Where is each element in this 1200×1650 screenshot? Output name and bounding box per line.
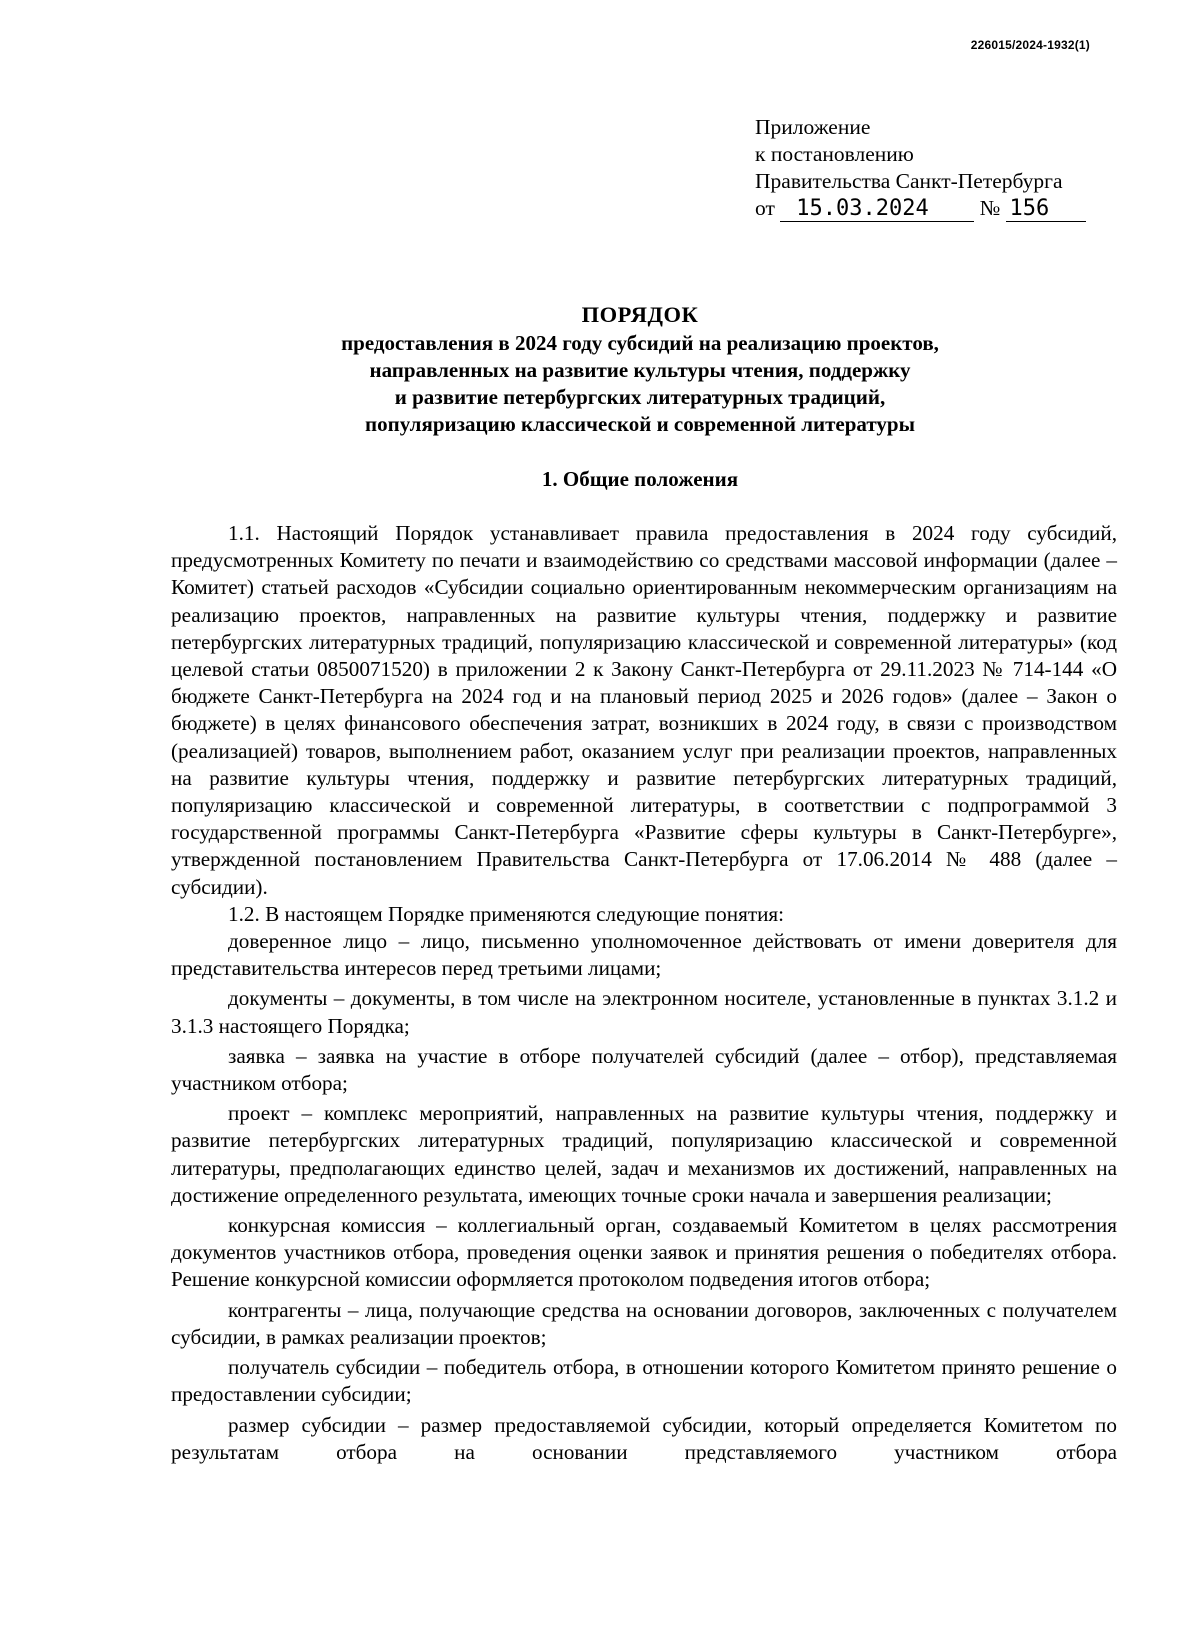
appendix-header xyxy=(755,114,1086,222)
definition-contractors: контрагенты – лица, получающие средства на основании договоров, заключенных с получателем субсидии, в рамках реализации проектов; xyxy=(171,1297,1117,1349)
definition-documents: документы – документы, в том числе на электронном носителе, установленные в пунктах 3.1.2 и 3.1.3 настоящего Порядка; xyxy=(171,986,1117,1038)
date-prefix: от xyxy=(755,196,775,220)
document-body xyxy=(171,520,1117,1466)
section-heading: 1. Общие положения xyxy=(541,467,739,491)
appendix-line-3: Правительства Санкт-Петербурга xyxy=(755,169,1063,193)
definition-subsidy-recipient: получатель субсидии – победитель отбора, в отношении которого Комитетом принято решение о предоставлении субсидии; xyxy=(171,1355,1117,1407)
registration-number: 226015/2024-1932(1) xyxy=(970,38,1090,52)
definition-competition-commission: конкурсная комиссия – коллегиальный орган, создаваемый Комитетом в целях рассмотрения документов участников отбора, проведения оценки заявок и принятия решения о победителях отбора. Решение конкурсной комиссии оформляется протоколом подведения итогов отбора; xyxy=(171,1213,1117,1292)
definition-trusted-person: доверенное лицо – лицо, письменно уполномоченное действовать от имени доверителя для представительства интересов перед третьими лицами; xyxy=(171,929,1117,981)
subtitle-line-1: предоставления в 2024 году субсидий на реализацию проектов, xyxy=(341,331,939,355)
paragraph-1-1: 1.1. Настоящий Порядок устанавливает правила предоставления в 2024 году субсидий, предусмотренных Комитету по печати и взаимодействию со средствами массовой информации (далее – Комитет) статьей расходов «Субсидии социально ориентированным некоммерческим организациям на реализацию проектов, направленных на развитие культуры чтения, поддержку и развитие петербургских литературных традиций, популяризацию классической и современной литературы» (код целевой статьи 0850071520) в приложении 2 к Закону Санкт-Петербурга от 29.11.2023 № 714-144 «О бюджете Санкт-Петербурга на 2024 год и на плановый период 2025 и 2026 годов» (далее – Закон о бюджете) в целях финансового обеспечения затрат, возникших в 2024 году, в связи с производством (реализацией) товаров, выполнением работ, оказанием услуг при реализации проектов, направленных на развитие культуры чтения, поддержку и развитие петербургских литературных традиций, популяризацию классической и современной литературы, в соответствии с подпрограммой 3 государственной программы Санкт-Петербурга «Развитие сферы культуры в Санкт-Петербурге», утвержденной постановлением Правительства Санкт-Петербурга от 17.06.2014 № 488 (далее – субсидии). xyxy=(171,521,1117,899)
definition-application: заявка – заявка на участие в отборе получателей субсидий (далее – отбор), представляемая участником отбора; xyxy=(171,1043,1117,1096)
subtitle-line-4: популяризацию классической и современной литературы xyxy=(365,412,915,436)
appendix-line-2: к постановлению xyxy=(755,142,914,166)
appendix-line-1: Приложение xyxy=(755,115,871,139)
document-title-block xyxy=(160,300,1120,438)
paragraph-1-2: 1.2. В настоящем Порядке применяются следующие понятия: xyxy=(228,901,785,926)
appendix-date-line xyxy=(755,195,1086,222)
definition-project: проект – комплекс мероприятий, направленных на развитие культуры чтения, поддержку и развитие петербургских литературных традиций, популяризацию классической и современной литературы, предполагающих единство целей, задач и механизмов их достижений, направленных на достижение определенного результата, имеющих точные сроки начала и завершения реализации; xyxy=(171,1101,1117,1207)
subtitle-line-2: направленных на развитие культуры чтения, поддержку xyxy=(369,358,911,382)
resolution-number: 156 xyxy=(1006,198,1086,222)
document-title: ПОРЯДОК xyxy=(581,302,699,327)
resolution-date: 15.03.2024 xyxy=(780,198,974,222)
definition-subsidy-amount: размер субсидии – размер предоставляемой субсидии, который определяется Комитетом по результатам отбора на основании представляемого участником отбора xyxy=(171,1412,1117,1464)
subtitle-line-3: и развитие петербургских литературных традиций, xyxy=(394,385,886,409)
number-prefix: № xyxy=(979,196,1001,220)
